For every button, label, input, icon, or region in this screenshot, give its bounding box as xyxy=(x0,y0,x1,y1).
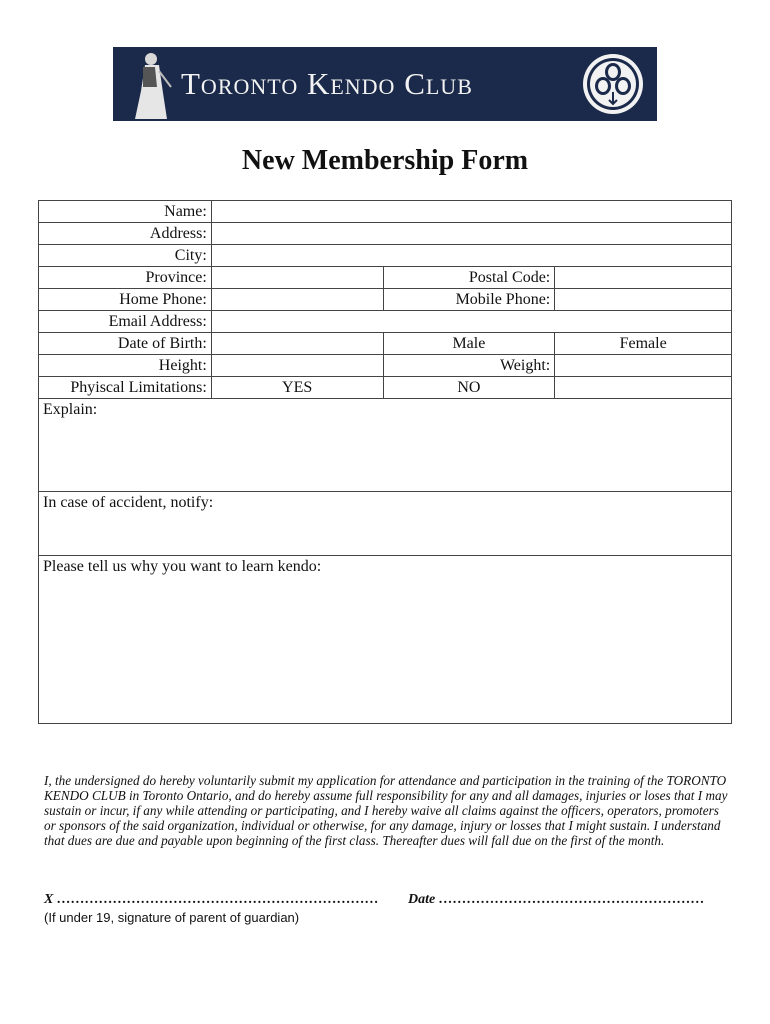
weight-label: Weight: xyxy=(383,355,555,377)
physical-limitations-label: Phyiscal Limitations: xyxy=(39,377,212,399)
explain-field[interactable] xyxy=(39,399,732,492)
province-field[interactable] xyxy=(211,267,383,289)
accident-contact-label: In case of accident, notify: xyxy=(43,494,214,511)
weight-field[interactable] xyxy=(555,355,732,377)
dob-label: Date of Birth: xyxy=(39,333,212,355)
home-phone-field[interactable] xyxy=(211,289,383,311)
height-field[interactable] xyxy=(211,355,383,377)
height-label: Height: xyxy=(39,355,212,377)
club-banner xyxy=(113,47,657,121)
province-label: Province: xyxy=(39,267,212,289)
email-field[interactable] xyxy=(211,311,731,333)
signature-note: (If under 19, signature of parent of guardian) xyxy=(44,910,300,925)
signature-line[interactable]: X …………………………………………………………… xyxy=(44,892,379,907)
address-field[interactable] xyxy=(211,223,731,245)
no-option[interactable]: NO xyxy=(383,377,555,399)
mobile-phone-label: Mobile Phone: xyxy=(383,289,555,311)
kendo-figure-image xyxy=(113,47,173,121)
liability-waiver-text: I, the undersigned do hereby voluntarily submit my application for attendance and participation in the training of the TORONTO KENDO CLUB in Toronto Ontario, and do hereby assume full responsibility for any and all damages, injuries or loses that I may sustain or incur, if any while attending or participating, and I hereby waive all claims against the officers, operators, promoters or sponsors of the said organization, individual or otherwise, for any damage, injury or losses that I might sustain. I understand that dues are due and payable upon beginning of the first class. Thereafter dues will fall due on the first of the month. xyxy=(44,773,728,848)
why-kendo-label: Please tell us why you want to learn kendo: xyxy=(43,558,322,575)
address-label: Address: xyxy=(39,223,212,245)
explain-label: Explain: xyxy=(43,401,98,418)
accident-contact-field[interactable] xyxy=(39,492,732,556)
club-crest-logo xyxy=(581,52,645,116)
male-option[interactable]: Male xyxy=(383,333,555,355)
date-line[interactable]: Date ………………………………………………… xyxy=(408,892,705,907)
limitations-blank xyxy=(555,377,732,399)
why-kendo-field[interactable] xyxy=(39,556,732,724)
club-name: Toronto Kendo Club xyxy=(181,66,473,101)
form-title: New Membership Form xyxy=(241,145,529,176)
postal-code-field[interactable] xyxy=(555,267,732,289)
home-phone-label: Home Phone: xyxy=(39,289,212,311)
membership-form-table xyxy=(38,200,732,724)
yes-option[interactable]: YES xyxy=(211,377,383,399)
city-label: City: xyxy=(39,245,212,267)
city-field[interactable] xyxy=(211,245,731,267)
name-field[interactable] xyxy=(211,201,731,223)
female-option[interactable]: Female xyxy=(555,333,732,355)
name-label: Name: xyxy=(39,201,212,223)
mobile-phone-field[interactable] xyxy=(555,289,732,311)
email-label: Email Address: xyxy=(39,311,212,333)
dob-field[interactable] xyxy=(211,333,383,355)
postal-code-label: Postal Code: xyxy=(383,267,555,289)
